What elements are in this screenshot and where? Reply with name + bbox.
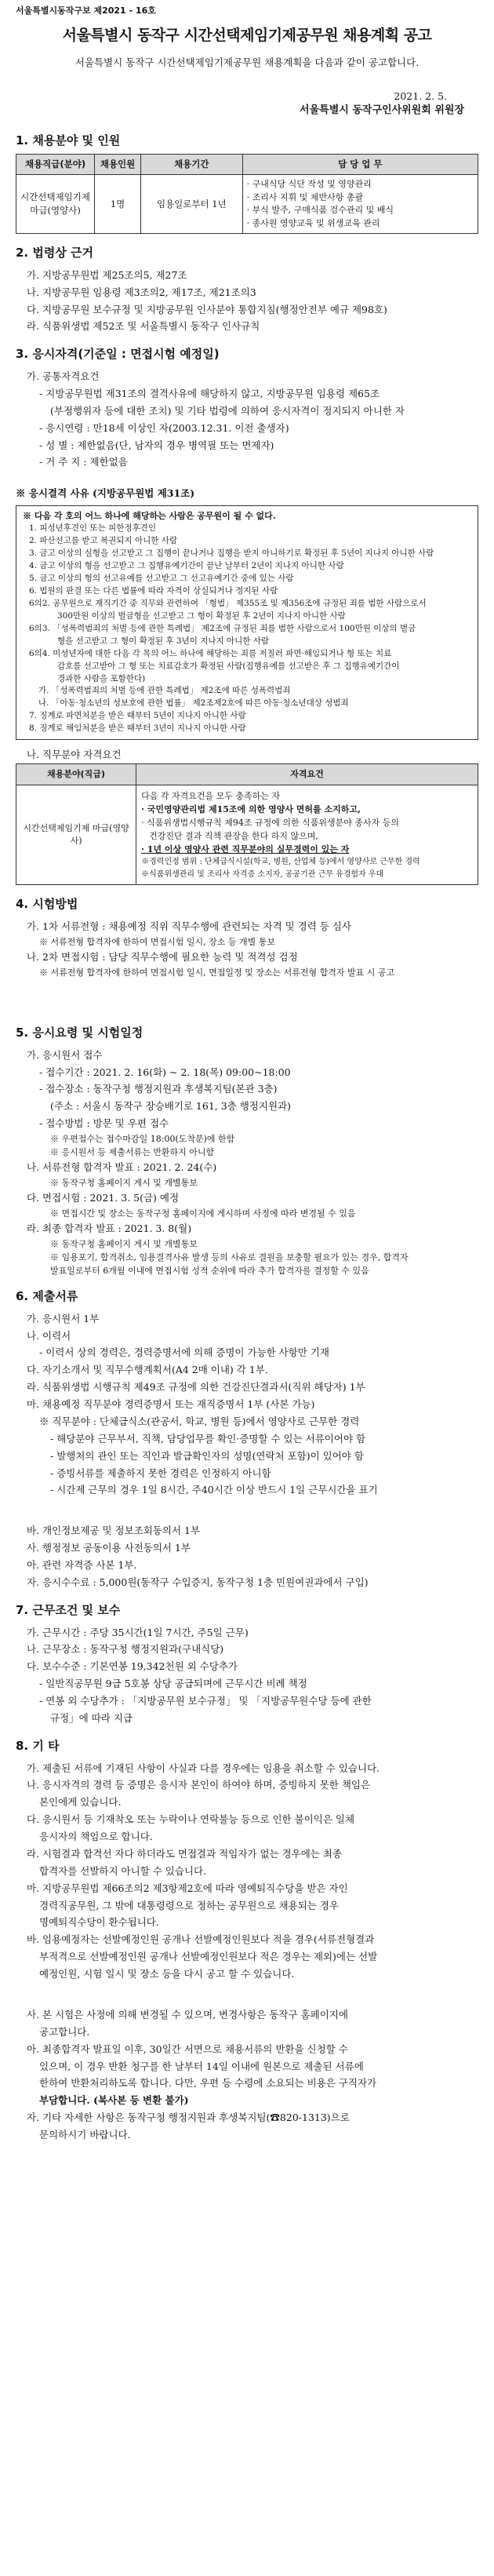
header-duties: 담 당 업 무 xyxy=(242,155,478,175)
schedule-note: ※ 응시원서 등 제출서류는 반환하지 아니함 xyxy=(50,1147,215,1158)
document-line: 아. 관련 자격증 사본 1부. xyxy=(27,1559,137,1572)
header-field: 채용직급(분야) xyxy=(16,155,95,175)
section-6-heading: 6. 제출서류 xyxy=(16,1288,78,1303)
misc-line: 합격자를 선발하지 아니할 수 있습니다. xyxy=(39,1864,207,1877)
header-qual-req: 자격요건 xyxy=(136,764,478,785)
schedule-line: (주소 : 서울시 동작구 장승배기로 161, 3층 행정지원과) xyxy=(50,1100,291,1113)
qualification-table xyxy=(16,763,478,885)
legal-basis-line: 라. 식품위생법 제52조 및 서울특별시 동작구 인사규칙 xyxy=(27,320,260,333)
document-line: 자. 응시수수료 : 5,000원(동작구 수입증지, 동작구청 1층 민원여권과에서 구입) xyxy=(27,1576,369,1588)
section-5-heading: 5. 응시요령 및 시험일정 xyxy=(16,1025,143,1040)
legal-basis-line: 나. 지방공무원 임용령 제3조의2, 제17조, 제21조의3 xyxy=(27,286,256,298)
header-period: 채용기간 xyxy=(141,155,243,175)
header-qual-field: 채용분야(직급) xyxy=(16,764,136,785)
disqualification-item: 가. 「성폭력범죄의 처벌 등에 관한 특례법」 제2조에 따른 성폭력범죄 xyxy=(38,686,291,696)
qual-line: · 식품위생법시행규칙 제94조 규정에 의한 식품위생분야 종사자 등의 xyxy=(141,818,399,829)
document-line: - 해당분야 근무부서, 직책, 담당업무를 확인·증명할 수 있는 서류이어야 함 xyxy=(50,1432,366,1445)
duty-item: · 조리사 지휘 및 제반사항 총괄 xyxy=(246,191,364,202)
disqualification-box xyxy=(16,505,478,740)
schedule-note: ※ 면접시간 및 장소는 동작구청 홈페이지에 게시하며 사정에 따라 변경될 수 있음 xyxy=(50,1208,356,1219)
cell-count: 1명 xyxy=(95,175,141,234)
duty-item: · 부식 발주, 구매식품 검수관리 및 배식 xyxy=(246,205,394,215)
misc-line: 문의하시기 바랍니다. xyxy=(39,2129,131,2141)
qual-line: ※경력인정 범위 : 단체급식시설(학교, 병원, 산업체 등)에서 영양사로 근무한 경력 xyxy=(141,858,420,867)
misc-line: 부적격으로 선발예정인원 공개나 선발예정인원보다 적은 경우는 제외)에는 선발 xyxy=(39,1951,378,1963)
misc-line: 부담합니다. (복사본 등 변환 불가) xyxy=(39,2094,189,2107)
qual-line: 건강진단 결과 직책 관장을 한다 하지 않으며, xyxy=(149,831,318,842)
lead-sentence: 서울특별시 동작구 시간선택제임기제공무원 채용계획을 다음과 같이 공고합니다. xyxy=(74,56,420,69)
disqualification-item: 3. 금고 이상의 실형을 선고받고 그 집행이 끝나거나 집행을 받지 아니하기로 확정된 후 5년이 지나지 아니한 사람 xyxy=(29,548,434,558)
section-7-heading: 7. 근무조건 및 보수 xyxy=(16,1602,121,1617)
requirement-line: - 거 주 지 : 제한없음 xyxy=(39,456,128,468)
disqualification-item: 형을 선고받고 그 형이 확정된 후 3년이 지나지 아니한 사람 xyxy=(57,636,270,646)
disqualification-item: 6의2. 공무원으로 재직기간 중 직무와 관련하여 「형법」 제355조 및 제356조에 규정된 죄를 범한 사람으로서 xyxy=(29,598,427,608)
document-line: ※ 직무분야 : 단체급식소(관공서, 학교, 병원 등)에서 영양사로 근무한 경력 xyxy=(39,1415,360,1427)
announcement-date: 2021. 2. 5. xyxy=(394,89,447,102)
qual-line: ※식품위생관리 및 조리사 자격증 소지자, 공공기관 근무 유경험자 우대 xyxy=(141,869,384,879)
schedule-note: ※ 우편접수는 접수마감일 18:00(도착분)에 한함 xyxy=(50,1134,235,1145)
section-3-heading: 3. 응시자격(기준일 : 면접시험 예정일) xyxy=(16,347,220,362)
disqualification-item: 2. 파산선고를 받고 복권되지 아니한 사람 xyxy=(29,536,177,546)
gazette-number: 서울특별시동작구보 제2021 - 16호 xyxy=(16,5,156,16)
disqualification-item: 6의4. 미성년자에 대한 다음 각 목의 어느 하나에 해당하는 죄를 저질러 파면·해임되거나 형 또는 치료 xyxy=(29,648,392,658)
misc-line: 가. 제출된 서류에 기재된 사항이 사실과 다를 경우에는 임용을 취소할 수 있습니다. xyxy=(27,1762,380,1774)
condition-line: - 일반직공무원 9급 5호봉 상당 공급되며에 근무시간 비례 책정 xyxy=(39,1678,307,1690)
issuer-name: 서울특별시 동작구인사위원회 위원장 xyxy=(300,104,464,116)
misc-line: 사. 본 시험은 사정에 의해 변경될 수 있으며, 변경사항은 동작구 홈페이지에 xyxy=(27,2008,348,2020)
document-line: 다. 자기소개서 및 직무수행계획서(A4 2매 이내) 각 1부. xyxy=(27,1364,268,1376)
disqualification-item: 6. 법원의 판결 또는 다른 법률에 따라 자격이 상실되거나 정지된 사람 xyxy=(29,585,278,596)
recruitment-table xyxy=(16,154,478,234)
cell-period: 임용일로부터 1년 xyxy=(141,175,243,234)
schedule-line: 라. 최종 합격자 발표 : 2021. 3. 8(월) xyxy=(27,1222,192,1234)
misc-line: 다. 응시원서 등 기재착오 또는 누락이나 연락불능 등으로 인한 불이익은 일체 xyxy=(27,1813,355,1826)
qual-line: · 국민영양관리법 제15조에 의한 영양사 면허를 소지하고, xyxy=(141,804,361,815)
requirement-line: - 응시연령 : 만18세 이상인 자(2003.12.31. 이전 출생자) xyxy=(39,421,289,434)
exam-method-note: ※ 서류전형 합격자에 한하여 면접시험 일시, 장소 등 개별 통보 xyxy=(39,936,275,947)
cell-duties xyxy=(242,175,478,234)
schedule-line: 다. 면접시험 : 2021. 3. 5(금) 예정 xyxy=(27,1192,180,1204)
disqualification-item: 감호를 선고받아 그 형 또는 치료감호가 확정된 사람(집행유예를 선고받은 후 그 집행유예기간이 xyxy=(57,661,400,671)
requirement-line: (부정행위자 등에 대한 조치) 및 기타 법령에 의하여 응시자격이 정지되지 아니한 자 xyxy=(50,404,405,417)
qual-line: · 1년 이상 영양사 관련 직무분야의 실무경력이 있는 자 xyxy=(141,844,350,855)
schedule-line: - 접수장소 : 동작구청 행정지원과 후생복지팀(본관 3층) xyxy=(39,1083,278,1095)
schedule-note: 발표일로부터 6개월 이내에 면접시험 성적 순위에 따라 추가 합격자를 결정할 수 있음 xyxy=(50,1265,369,1276)
misc-line: 경력직공무원, 그 밖에 대통령령으로 정하는 공무원으로 채용되는 경우 xyxy=(39,1899,339,1911)
qual-req-cell xyxy=(136,785,478,885)
requirement-line: - 성 별 : 제한없음(단, 남자의 경우 병역필 또는 면제자) xyxy=(39,439,274,451)
misc-line: 명예퇴직수당이 환수됩니다. xyxy=(39,1916,159,1929)
schedule-line: 가. 응시원서 접수 xyxy=(27,1048,103,1061)
section-1-heading: 1. 채용분야 및 인원 xyxy=(16,133,121,148)
document-line: - 시간제 근무의 경우 1일 8시간, 주40시간 이상 반드시 1일 근무시간을 표기 xyxy=(50,1484,378,1496)
qualification-header xyxy=(16,764,478,785)
exam-method-line: 가. 1차 서류전형 : 채용예정 직위 직무수행에 관련되는 자격 및 경력 등 심사 xyxy=(27,920,351,933)
misc-line: 라. 시험결과 합격선 자다 하더라도 면접결과 적임자가 없는 경우에는 최종 xyxy=(27,1847,342,1860)
duty-item: · 종사원 영양교육 및 위생교육 관리 xyxy=(246,217,380,228)
disqualification-item: 4. 금고 이상의 형을 선고받고 그 집행유예기간이 끝난 날부터 2년이 지나지 아니한 사람 xyxy=(29,560,344,570)
field-requirements-title: 나. 직무분야 자격요건 xyxy=(27,749,122,761)
document-line: 라. 식품위생법 시행규칙 제49조 규정에 의한 건강진단결과서(직위 해당자) 1부 xyxy=(27,1381,365,1394)
schedule-line: - 접수방법 : 방문 및 우편 접수 xyxy=(39,1117,169,1130)
page-title: 서울특별시 동작구 시간선택제임기제공무원 채용계획 공고 xyxy=(62,26,432,44)
document-line: - 증빙서류를 제출하지 못한 경력은 인정하지 아니함 xyxy=(50,1467,271,1479)
misc-line: 본인에게 있습니다. xyxy=(39,1796,122,1809)
misc-line: 바. 임용예정자는 선발예정인원 공개나 선발예정인원보다 적을 경우(서류전형결과 xyxy=(27,1933,375,1946)
misc-line: 마. 지방공무원법 제66조의2 제3항제2호에 따라 영예퇴직수당을 받은 자인 xyxy=(27,1882,348,1894)
disqualification-item: 7. 징계로 파면처분을 받은 때부터 5년이 지나지 아니한 사람 xyxy=(29,711,246,721)
schedule-note: ※ 동작구청 홈페이지 게시 및 개별통보 xyxy=(50,1178,198,1188)
condition-line: 나. 근무장소 : 동작구청 행정지원과(구내식당) xyxy=(27,1643,224,1656)
condition-line: 다. 보수수준 : 기본연봉 19,342천원 외 수당추가 xyxy=(27,1660,238,1673)
misc-line: 예정인원, 시험 일시 및 장소 등을 다시 공고 할 수 있습니다. xyxy=(39,1968,295,1980)
condition-line: - 연봉 외 수당추가 : 「지방공무원 보수규정」 및 「지방공무원수당 등에 관한 xyxy=(39,1695,372,1707)
exam-method-note: ※ 서류전형 합격자에 한하여 면접시험 일시, 면접일정 및 장소는 서류전형 합격자 발표 시 공고 xyxy=(39,967,395,978)
requirement-line: - 지방공무원법 제31조의 결격사유에 해당하지 않고, 지방공무원 임용령 제65조 xyxy=(39,387,380,399)
recruitment-row xyxy=(16,175,478,234)
disqualification-item: 나. 「아동·청소년의 성보호에 관한 법률」 제2조제2호에 따른 아동·청소년대상 성범죄 xyxy=(38,698,349,709)
section-4-heading: 4. 시험방법 xyxy=(16,897,78,912)
misc-line: 응시자의 책임으로 합니다. xyxy=(39,1831,153,1843)
disqualification-item: 1. 피성년후견인 또는 피한정후견인 xyxy=(29,523,157,534)
recruitment-table-header xyxy=(16,155,478,175)
misc-line: 한하여 반환처리하도록 합니다. 다만, 우편 등 수령에 소요되는 비용은 구직자가 xyxy=(39,2077,377,2090)
misc-line: 나. 응시자격의 경력 등 증명은 응시자 본인이 하여야 하며, 증빙하지 못한 책임은 xyxy=(27,1779,371,1791)
schedule-line: - 접수기간 : 2021. 2. 16(화) ~ 2. 18(목) 09:00~18:00 xyxy=(39,1066,291,1078)
common-requirements-title: 가. 공통자격요건 xyxy=(27,370,100,382)
document-line: - 이력서 상의 경력은, 경력증명서에 의해 증명이 가능한 사항만 기재 xyxy=(39,1346,329,1359)
section-8-heading: 8. 기 타 xyxy=(16,1738,60,1753)
disqualification-item: 8. 징계로 해임처분을 받은 때부터 3년이 지나지 아니한 사람 xyxy=(29,723,246,734)
qual-field-cell: 시간선택제임기제 마급(영양사) xyxy=(16,785,136,885)
header-count: 채용인원 xyxy=(95,155,141,175)
legal-basis-line: 가. 지방공무원법 제25조의5, 제27조 xyxy=(27,268,187,281)
duty-item: · 구내식당 식단 작성 및 영양관리 xyxy=(246,179,372,189)
misc-line: 아. 최종합격자 발표일 이후, 30일간 서면으로 채용서류의 반환을 신청할 수 xyxy=(27,2042,348,2055)
condition-line: 규정」에 따라 지급 xyxy=(50,1711,133,1724)
misc-line: 있으며, 이 경우 반환 청구를 한 날부터 14일 이내에 원본으로 제출된 서류에 xyxy=(39,2060,364,2072)
qualification-row xyxy=(16,785,478,885)
misc-line: 공고합니다. xyxy=(39,2025,90,2038)
section-2-heading: 2. 법령상 근거 xyxy=(16,246,94,260)
schedule-note: ※ 임용포기, 합격취소, 임용결격사유 발생 등의 사유로 결원을 보충할 필요가 있는 경우, 합격자 xyxy=(50,1252,409,1262)
document-line: - 발행처의 관인 또는 직인과 발급확인자의 성명(연락처 포함)이 있어야 함 xyxy=(50,1449,364,1462)
cell-field: 시간선택제임기제 마급(영양사) xyxy=(16,175,95,234)
legal-basis-line: 다. 지방공무원 보수규정 및 지방공무원 인사분야 통합지침(행정안전부 예규 제98호) xyxy=(27,303,387,315)
schedule-note: ※ 동작구청 홈페이지 게시 및 개별통보 xyxy=(50,1238,198,1249)
document-line: 바. 개인정보제공 및 정보조회동의서 1부 xyxy=(27,1525,201,1537)
schedule-line: 나. 서류전형 합격자 발표 : 2021. 2. 24(수) xyxy=(27,1161,217,1174)
disqualification-title: ※ 응시결격 사유 (지방공무원법 제31조) xyxy=(16,487,195,500)
document-line: 마. 채용예정 직무분야 경력증명서 또는 재직증명서 1부 (사본 가능) xyxy=(27,1398,315,1411)
qual-line: 다음 각 자격요건을 모두 충족하는 자 xyxy=(141,791,280,802)
document-line: 가. 응시원서 1부 xyxy=(27,1312,100,1324)
disqualification-item: 6의3. 「성폭력범죄의 처벌 등에 관한 특례법」 제2조에 규정된 죄를 범한 사람으로서 100만원 이상의 벌금 xyxy=(29,623,416,633)
disqualification-item: 경과한 사람을 포함한다) xyxy=(57,673,146,683)
document-line: 사. 행정정보 공동이용 사전동의서 1부 xyxy=(27,1542,191,1554)
misc-line: 자. 기타 자세한 사항은 동작구청 행정지원과 후생복지팀(☎820-1313)으로 xyxy=(27,2111,350,2124)
condition-line: 가. 근무시간 : 주당 35시간(1일 7시간, 주5일 근무) xyxy=(27,1626,249,1638)
exam-method-line: 나. 2차 면접시험 : 담당 직무수행에 필요한 능력 및 적격성 검정 xyxy=(27,950,298,963)
disqualification-item: 300만원 이상의 벌금형을 선고받고 그 형이 확정된 후 2년이 지나지 아니한 사람 xyxy=(57,610,346,621)
disqualification-head: ※ 다음 각 호의 어느 하나에 해당하는 사람은 공무원이 될 수 없다. xyxy=(23,511,276,522)
document-line: 나. 이력서 xyxy=(27,1329,71,1342)
disqualification-item: 5. 금고 이상의 형의 선고유예를 선고받고 그 선고유예기간 중에 있는 사람 xyxy=(29,573,294,583)
